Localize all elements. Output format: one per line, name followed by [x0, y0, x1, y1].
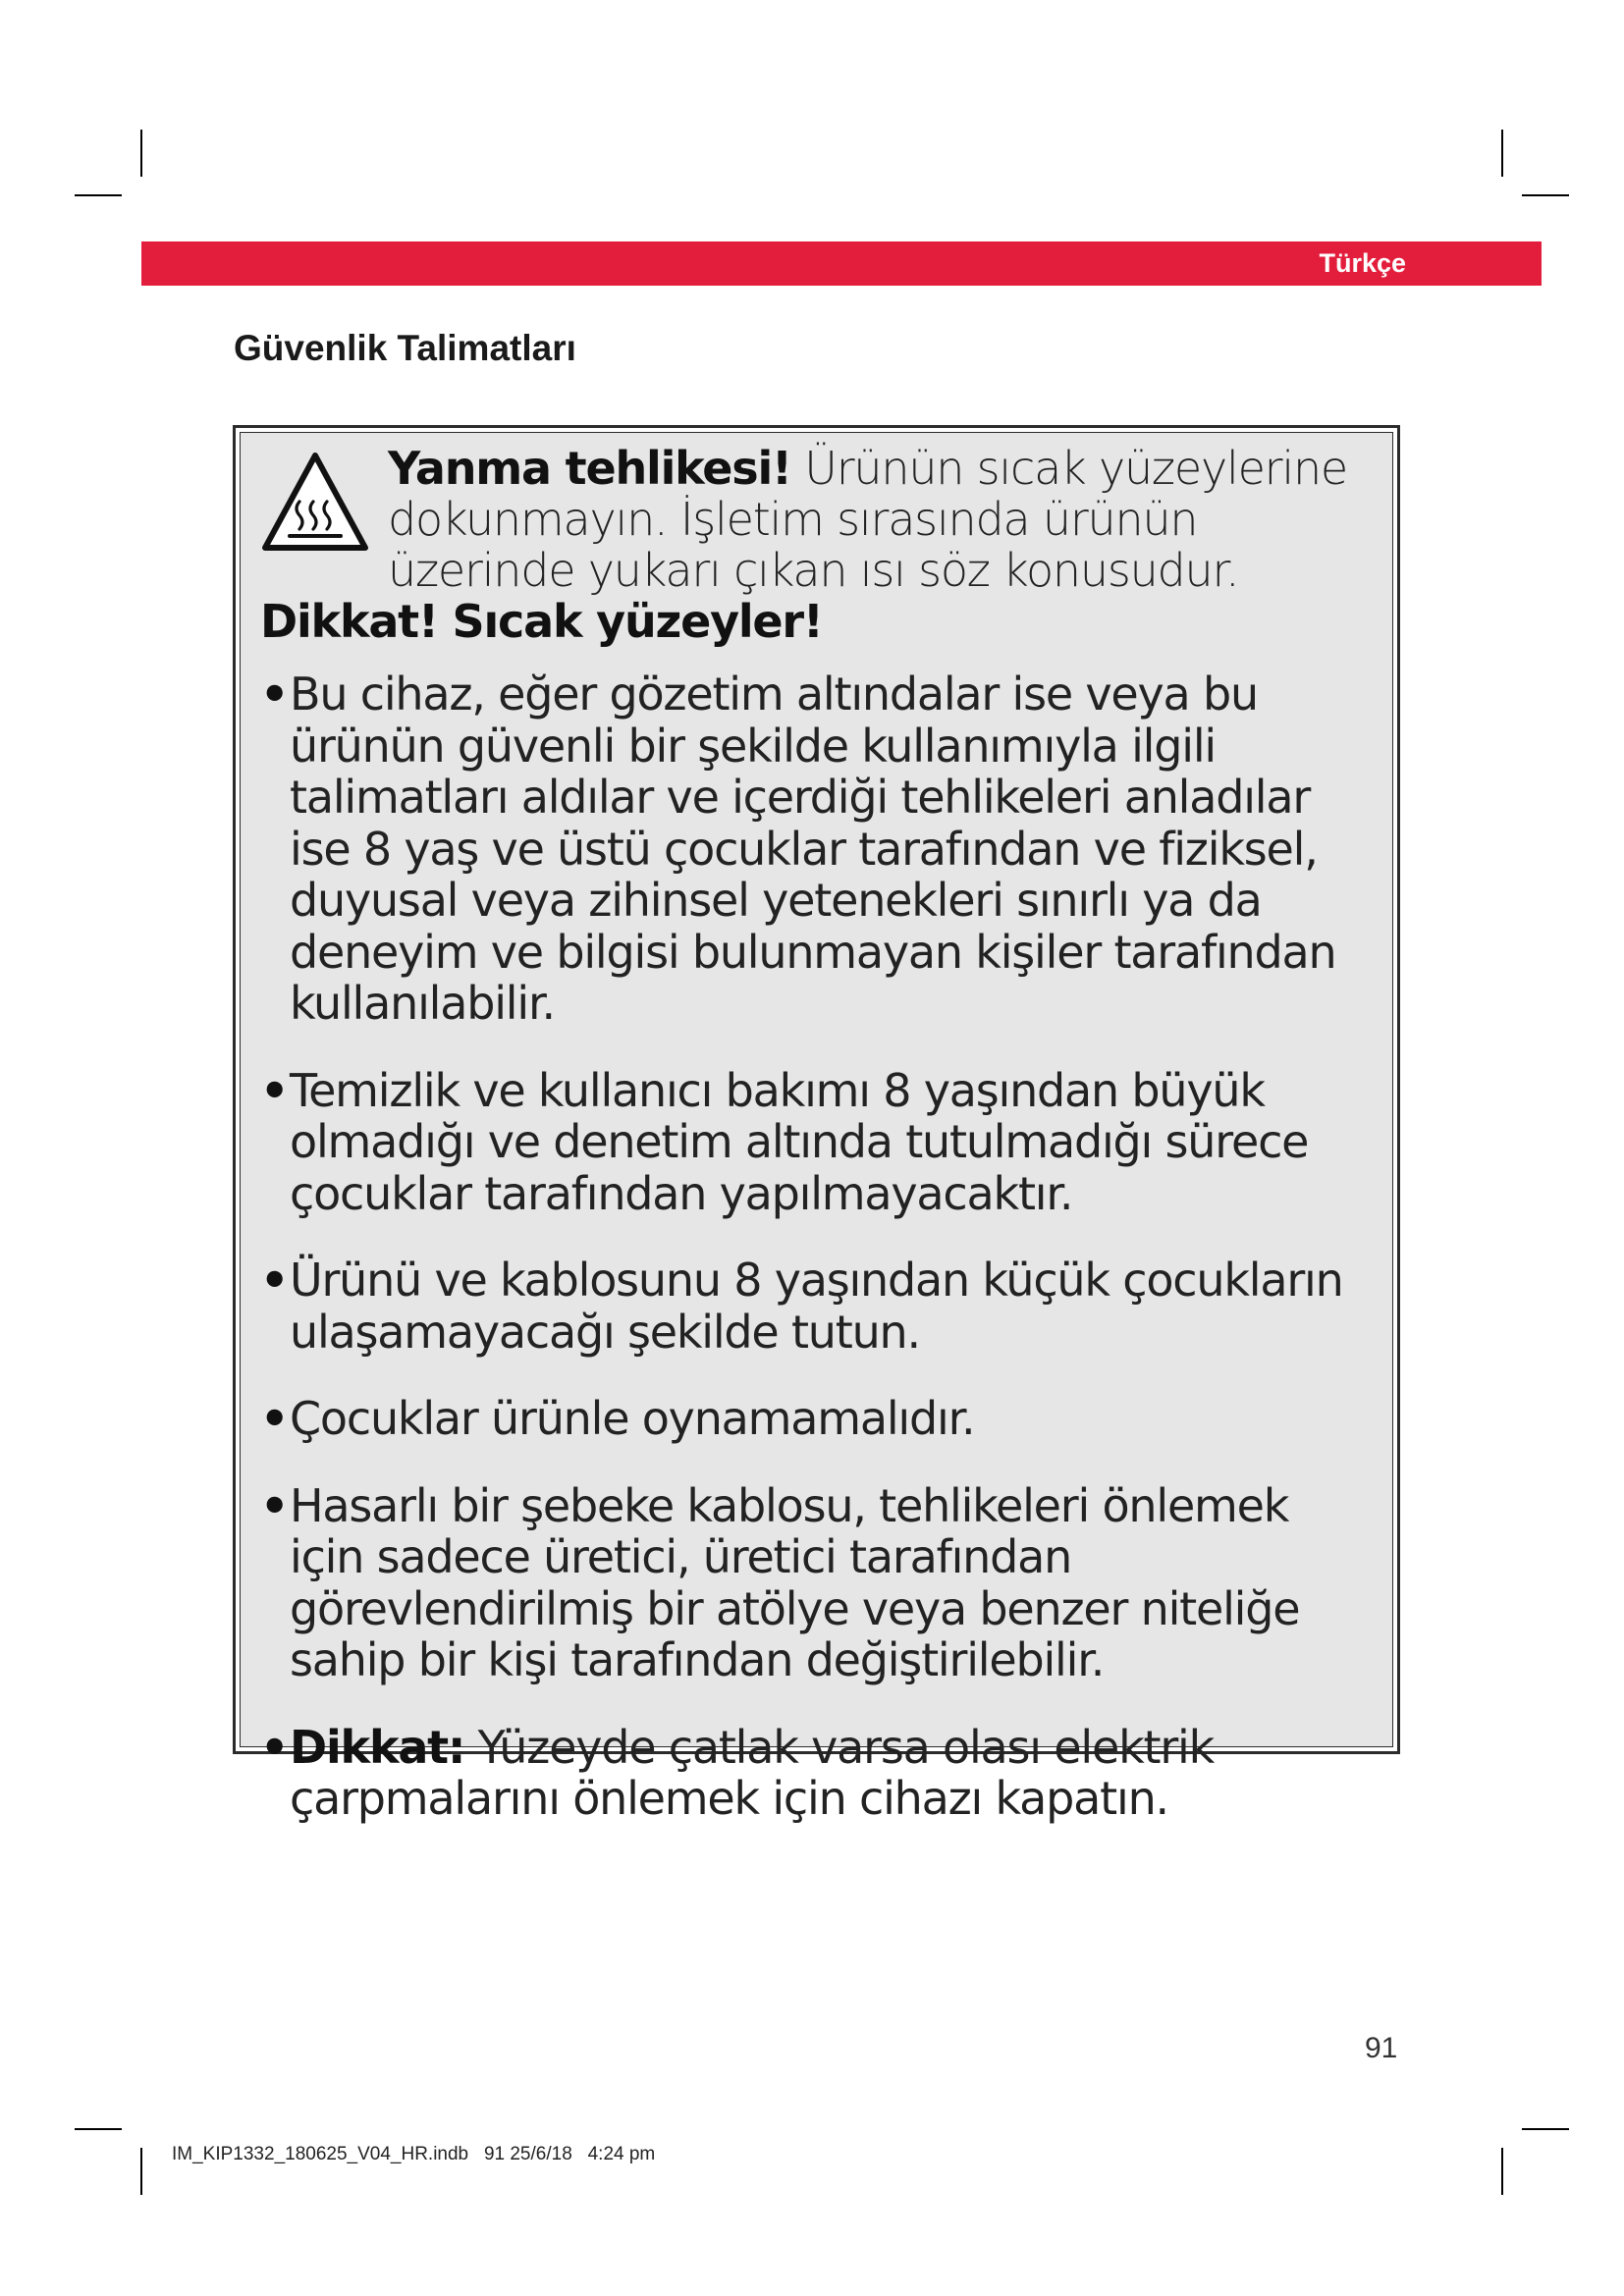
list-item: • Çocuklar ürünle oynamamalıdır. — [260, 1393, 1373, 1445]
danger-label: Yanma tehlikesi! — [388, 442, 791, 495]
hot-surface-warning-icon — [260, 451, 370, 553]
crop-mark — [140, 2148, 142, 2195]
list-item: • Bu cihaz, eğer gözetim altındalar ise veya bu ürünün güvenli bir şekilde kullanımıyla ilgili talimatları aldılar ve içerdiği tehlikeleri anladılar ise 8 yaş ve üstü çocuklar tarafından ve fiziksel, duyusal veya zihinsel yetenekleri sınırlı ya da deneyim ve bilgisi bulunmayan kişiler tarafından kullanılabilir. — [260, 668, 1373, 1030]
crop-mark — [1501, 130, 1503, 177]
print-slug: IM_KIP1332_180625_V04_HR.indb 91 25/6/18 4:24 pm — [172, 2144, 656, 2164]
list-item: • Hasarlı bir şebeke kablosu, tehlikeleri önlemek için sadece üretici, üretici tarafından görevlendirilmiş bir atölye veya benzer niteliğe sahip bir kişi tarafından değiştirilebilir. — [260, 1480, 1373, 1686]
crop-mark — [1501, 2148, 1503, 2195]
warning-box-inner — [240, 432, 1393, 1825]
list-item — [260, 1722, 1373, 1825]
section-title: Güvenlik Talimatları — [234, 328, 576, 368]
crop-mark — [140, 130, 142, 177]
crop-mark — [1522, 194, 1569, 196]
caution-label: Dikkat: — [290, 1720, 465, 1774]
page-number: 91 — [1365, 2032, 1398, 2064]
caution-text: Yüzeyde çatlak varsa olası elektrik çarpmalarını önlemek için cihazı kapatın. — [290, 1720, 1215, 1825]
crop-mark — [1522, 2128, 1569, 2130]
language-label: Türkçe — [1319, 248, 1406, 278]
crop-mark — [75, 2128, 122, 2130]
crop-mark — [75, 194, 122, 196]
warning-box — [233, 425, 1400, 1825]
language-bar — [141, 241, 1542, 286]
danger-text: Ürünün sıcak yüzeylerine dokunmayın. İşletim sırasında ürünün üzerinde yukarı çıkan ısı söz konusudur. — [388, 442, 1348, 597]
list-item: • Temizlik ve kullanıcı bakımı 8 yaşından büyük olmadığı ve denetim altında tutulmadığı sürece çocuklar tarafından yapılmayacaktır. — [260, 1065, 1373, 1220]
list-item: • Ürünü ve kablosunu 8 yaşından küçük çocukların ulaşamayacağı şekilde tutun. — [260, 1255, 1373, 1358]
warning-heading — [260, 443, 1373, 647]
safety-list — [260, 668, 1373, 1825]
caution-label: Dikkat! Sıcak yüzeyler! — [260, 595, 823, 648]
